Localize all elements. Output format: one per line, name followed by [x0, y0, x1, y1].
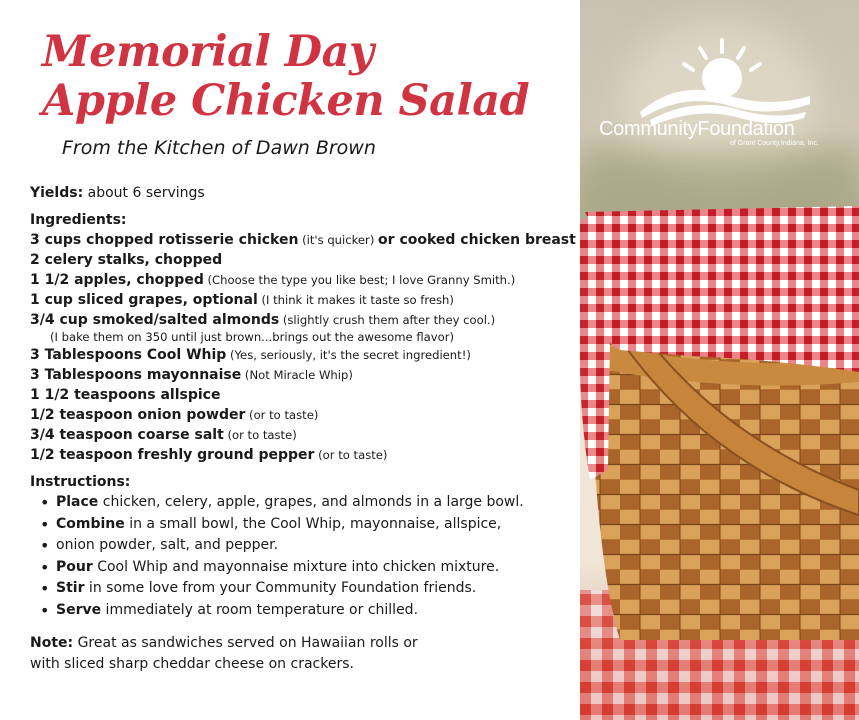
ingredient-item	[30, 345, 575, 365]
recipe-subtitle: From the Kitchen of Dawn Brown	[62, 137, 376, 159]
title-line-1: Memorial Day	[42, 27, 374, 77]
ingredient-item	[30, 270, 575, 290]
recipe-title	[42, 28, 529, 126]
instruction-step	[40, 514, 575, 536]
ingredient-item	[30, 310, 575, 330]
ingredient-note: (I think it makes it taste so fresh)	[257, 293, 454, 307]
picnic-basket-photo	[580, 0, 859, 720]
instruction-verb: Stir	[56, 580, 85, 596]
ingredient-item	[30, 405, 575, 425]
gingham-napkin	[585, 206, 859, 372]
instructions-heading	[30, 472, 575, 492]
yields-label: Yields:	[30, 185, 84, 201]
ingredient-name: 3 Tablespoons Cool Whip	[30, 347, 227, 363]
ingredient-name: 3 cups chopped rotisserie chicken	[30, 232, 299, 248]
instructions-label: Instructions:	[30, 474, 131, 490]
instruction-text: onion powder, salt, and pepper.	[56, 537, 279, 553]
logo-name: CommunityFoundation	[599, 118, 795, 140]
note-line-2: with sliced sharp cheddar cheese on crackers.	[30, 656, 354, 672]
yields-line	[30, 183, 575, 203]
instruction-step	[40, 492, 575, 514]
note-text: Great as sandwiches served on Hawaiian rolls or	[73, 635, 418, 651]
ingredient-note: (or to taste)	[314, 448, 388, 462]
logo-subtitle: of Grant County,Indiana, Inc.	[730, 140, 819, 147]
ingredient-extra-note: (I bake them on 350 until just brown...brings out the awesome flavor)	[50, 330, 454, 344]
ingredient-item	[30, 425, 575, 445]
recipe-body	[30, 183, 575, 675]
instruction-verb: Place	[56, 494, 99, 510]
basket-illustration	[580, 0, 859, 720]
ingredient-note: (or to taste)	[245, 408, 319, 422]
ingredient-item	[30, 385, 575, 405]
ingredient-note: (slightly crush them after they cool.)	[279, 313, 496, 327]
instruction-text: Cool Whip and mayonnaise mixture into chicken mixture.	[92, 558, 500, 575]
ingredient-item	[30, 230, 575, 250]
instruction-text: immediately at room temperature or chilled.	[101, 601, 419, 618]
note-label: Note:	[30, 635, 74, 651]
instruction-text: in some love from your Community Foundation friends.	[84, 580, 477, 596]
ingredient-name: 2 celery stalks, chopped	[30, 252, 223, 268]
instructions-list	[40, 492, 575, 621]
ingredient-note: (it's quicker)	[298, 233, 379, 247]
ingredient-name: 3/4 cup smoked/salted almonds	[30, 312, 280, 328]
ingredient-note: (Yes, seriously, it's the secret ingredient!)	[226, 348, 471, 362]
ingredient-name: 1 1/2 teaspoons allspice	[30, 387, 221, 403]
ingredient-name: 1/2 teaspoon freshly ground pepper	[30, 447, 315, 463]
ingredient-name: 1/2 teaspoon onion powder	[30, 407, 246, 423]
instruction-text: in a small bowl, the Cool Whip, mayonnaise, allspice,	[124, 515, 502, 532]
ingredient-name-alt: or cooked chicken breast	[378, 232, 576, 248]
instruction-verb: Pour	[56, 558, 93, 575]
ingredient-item	[30, 290, 575, 310]
ingredient-note: (Choose the type you like best; I love Granny Smith.)	[203, 273, 516, 287]
instruction-step	[40, 600, 575, 622]
ingredient-item	[30, 445, 575, 465]
ingredients-heading	[30, 210, 575, 230]
ingredient-note: (or to taste)	[223, 428, 297, 442]
ingredient-item	[30, 365, 575, 385]
ingredient-name: 3/4 teaspoon coarse salt	[30, 427, 224, 443]
recipe-note	[30, 633, 575, 675]
instruction-verb: Combine	[56, 515, 125, 532]
community-foundation-logo	[640, 40, 810, 126]
instruction-step	[40, 578, 575, 600]
ingredient-name: 1 1/2 apples, chopped	[30, 272, 204, 288]
instruction-step	[40, 557, 575, 579]
ingredients-label: Ingredients:	[30, 212, 127, 228]
ingredient-item	[30, 250, 575, 270]
ingredients-list	[30, 230, 575, 465]
ingredient-name: 1 cup sliced grapes, optional	[30, 292, 258, 308]
note-line-1	[30, 633, 575, 654]
yields-value: about 6 servings	[83, 185, 205, 201]
title-line-2: Apple Chicken Salad	[42, 76, 530, 126]
ingredient-name: 3 Tablespoons mayonnaise	[30, 367, 242, 383]
instruction-continuation	[40, 535, 575, 557]
instruction-text: chicken, celery, apple, grapes, and almonds in a large bowl.	[98, 494, 524, 510]
ingredient-note: (Not Miracle Whip)	[241, 368, 353, 382]
instruction-verb: Serve	[56, 601, 102, 618]
